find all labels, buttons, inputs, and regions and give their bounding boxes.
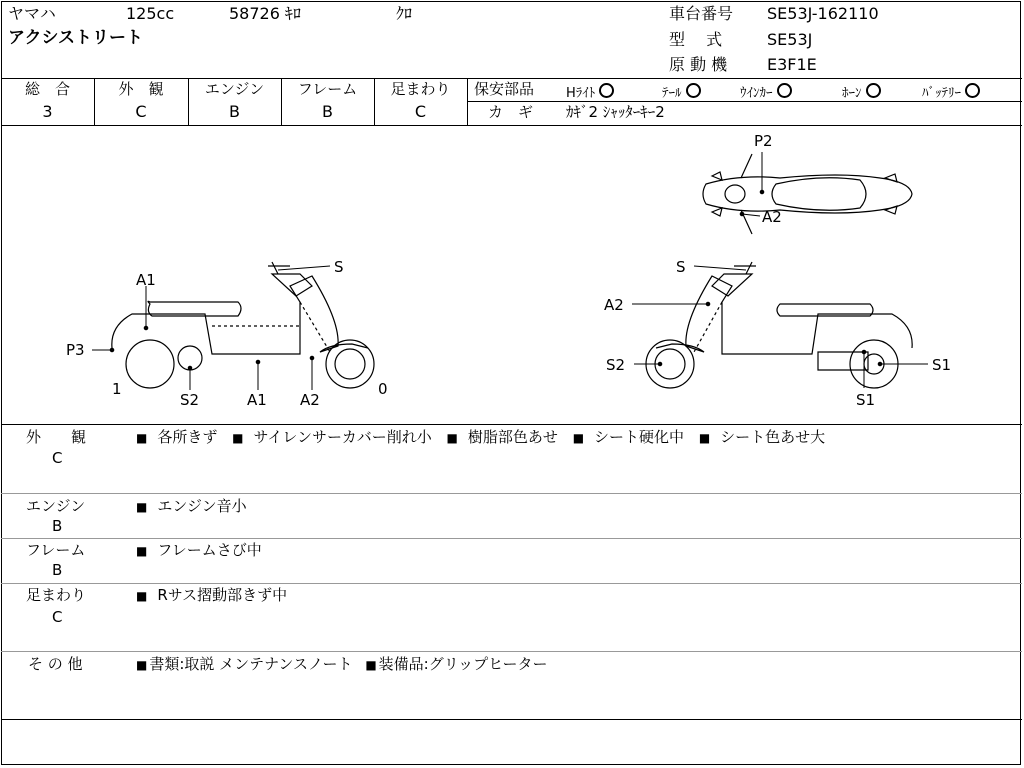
frame-no-label: 車台番号 (669, 4, 734, 23)
label-zero: 0 (378, 380, 388, 398)
remark-item: 各所きず (157, 428, 218, 446)
engine-score: B (229, 102, 240, 121)
remarks-engine-label: エンジン (26, 497, 86, 515)
label-s-left: S (334, 258, 344, 276)
label-p3: P3 (66, 341, 85, 359)
bullet-square-icon: ■ (136, 589, 148, 603)
maker: ヤマハ (8, 4, 56, 23)
winker-label: ｳｲﾝｶｰ (740, 86, 773, 101)
remarks-frame-list (136, 543, 262, 558)
remarks-other-list (136, 657, 548, 672)
bullet-square-icon: ■ (698, 431, 711, 445)
horn-label: ﾎｰﾝ (842, 86, 862, 101)
taillight-item (662, 83, 701, 100)
overall-label: 総 合 (24, 80, 70, 98)
divider (1, 583, 1022, 584)
label-a2-right: A2 (604, 296, 624, 314)
remark-item: 樹脂部色あせ (467, 428, 558, 446)
bullet-square-icon: ■ (365, 658, 377, 672)
label-s2-left: S2 (180, 391, 200, 409)
headlight-label: Hﾗｲﾄ (566, 86, 596, 101)
remark-item: シート色あせ大 (720, 428, 826, 446)
remark-item: シート硬化中 (594, 428, 685, 446)
remarks-frame-label: フレーム (26, 541, 86, 559)
divider (467, 101, 1022, 102)
remarks-suspension-label: 足まわり (26, 586, 87, 604)
remarks-other-label: そ の 他 (28, 655, 83, 673)
remarks-exterior-grade: C (52, 449, 63, 467)
label-a1-bottom: A1 (247, 391, 267, 409)
engine-label: エンジン (204, 80, 265, 98)
remark-item: エンジン音小 (157, 497, 247, 515)
scooter-right-view (646, 262, 912, 388)
divider (1, 538, 1022, 539)
remark-item: サイレンサーカバー削れ小 (253, 428, 432, 446)
frame-label: フレーム (297, 80, 358, 98)
divider (467, 78, 468, 125)
displacement: 125cc (126, 4, 175, 23)
remarks-engine-grade: B (52, 517, 63, 535)
bullet-square-icon: ■ (572, 431, 585, 445)
bullet-square-icon: ■ (136, 500, 148, 514)
remark-item: 書類:取説 メンテナンスノート (149, 655, 353, 673)
label-s1-bottom: S1 (856, 391, 876, 409)
ok-circle-icon (866, 83, 881, 98)
remark-item: 装備品:グリップヒーター (378, 655, 548, 673)
horn-item (842, 83, 881, 100)
divider (1, 493, 1022, 494)
suspension-label: 足まわり (390, 80, 451, 98)
key-value: ｶｷﾞ2 ｼｬｯﾀｰｷｰ2 (566, 103, 665, 121)
divider (1, 78, 1022, 79)
winker-item (740, 83, 792, 100)
headlight-item (566, 83, 614, 100)
taillight-label: ﾃｰﾙ (662, 86, 682, 101)
remarks-frame-grade: B (52, 561, 63, 579)
type-value: SE53J (767, 30, 813, 49)
bullet-square-icon: ■ (446, 431, 458, 445)
remarks-exterior-label: 外 観 (26, 428, 87, 446)
ok-circle-icon (599, 83, 614, 98)
remark-item: フレームさび中 (157, 541, 262, 559)
mileage: 58726 ｷﾛ (229, 4, 301, 23)
bullet-square-icon: ■ (136, 658, 148, 672)
label-a2-bottom: A2 (300, 391, 320, 409)
damage-diagram (0, 126, 1022, 424)
key-label: カ ギ (488, 103, 534, 121)
engine-model-value: E3F1E (767, 55, 817, 74)
label-s-right: S (676, 258, 686, 276)
safety-label: 保安部品 (474, 80, 535, 98)
divider (1, 651, 1022, 652)
bullet-square-icon: ■ (232, 431, 244, 445)
remarks-exterior-list (136, 430, 825, 445)
remarks-suspension-grade: C (52, 608, 63, 626)
ok-circle-icon (686, 83, 701, 98)
divider (1, 719, 1022, 720)
ok-circle-icon (777, 83, 792, 98)
label-a1-left: A1 (136, 271, 156, 289)
label-one: 1 (112, 380, 122, 398)
battery-label: ﾊﾞｯﾃﾘｰ (922, 86, 961, 101)
remarks-engine-list (136, 499, 247, 514)
exterior-score: C (135, 102, 147, 121)
engine-model-label: 原 動 機 (669, 55, 728, 74)
color: ｸﾛ (396, 4, 413, 23)
label-p2: P2 (754, 132, 773, 150)
scooter-top-view (703, 154, 912, 234)
label-a2-top: A2 (762, 208, 782, 226)
type-label: 型 式 (669, 30, 723, 49)
label-s2-right: S2 (606, 356, 626, 374)
bullet-square-icon: ■ (136, 544, 148, 558)
frame-no: SE53J-162110 (767, 4, 879, 23)
remarks-suspension-list (136, 588, 287, 603)
suspension-score: C (414, 102, 427, 121)
bullet-square-icon: ■ (136, 431, 148, 445)
ok-circle-icon (965, 83, 980, 98)
frame-score: B (322, 102, 333, 121)
exterior-label: 外 観 (118, 80, 164, 98)
battery-item (922, 83, 980, 100)
divider (1, 424, 1022, 425)
model-name: アクシストリート (8, 28, 143, 48)
remark-item: Rサス摺動部きず中 (157, 586, 288, 604)
label-s1-right: S1 (932, 356, 952, 374)
overall-score: 3 (42, 102, 53, 121)
